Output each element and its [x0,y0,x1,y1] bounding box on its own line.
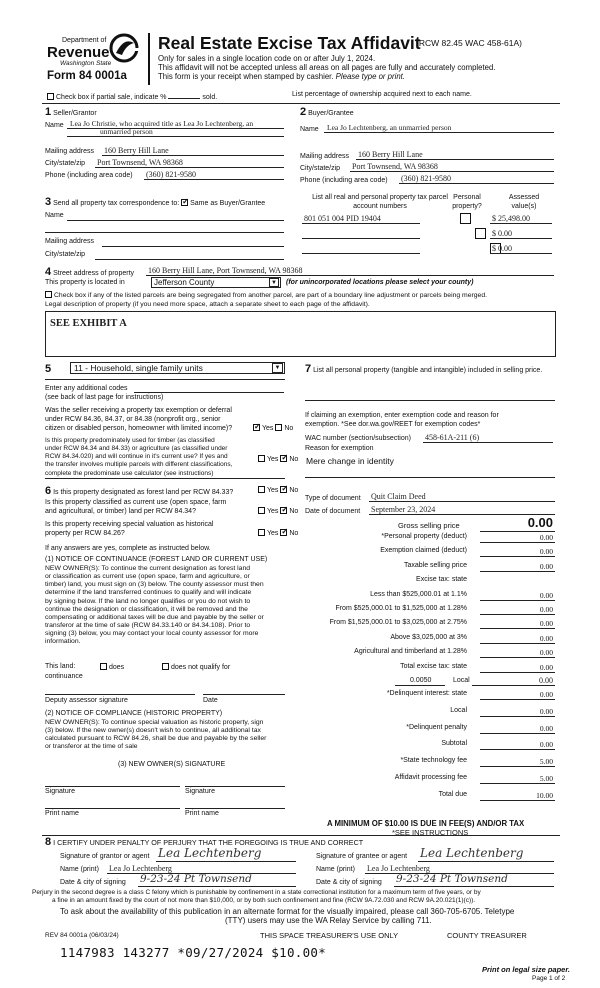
tax-calc-label: Agricultural and timberland at 1.28% [354,648,467,656]
street-address[interactable]: 160 Berry Hill Lane, Port Townsend, WA 98368 [148,266,303,275]
forest-no-checkbox[interactable] [280,486,287,493]
print-name-label-2: Print name [185,810,219,817]
timber-answer: Yes ✓ No [258,455,298,464]
buyer-mailing[interactable]: 160 Berry Hill Lane [358,150,423,159]
does-qualify-checkbox[interactable] [100,663,107,670]
partial-sale-checkbox[interactable] [47,93,54,100]
doc-type[interactable]: Quit Claim Deed [371,492,426,501]
buyer-name[interactable]: Lea Jo Lechtenberg, an unmarried person [327,123,452,132]
grantor-date-label: Date & city of signing [60,879,126,886]
fee-calc-label: *Delinquent penalty [406,723,467,731]
current-use-answer: Yes ✓ No [258,507,298,516]
tax-calc-value[interactable]: 0.00 [480,562,555,572]
does-option: does [100,663,124,672]
legal-description-label: Legal description of property (if you need more space, attach a separate sheet to each page of the affidavit). [45,301,370,308]
tax-calc-label: Excise tax: state [416,576,467,584]
fee-calc-row [305,740,555,750]
current-use-question: Is this property classified as current use (open space, farm and agricultural, or timber) land per RCW 84.34? [45,499,227,516]
wac-number[interactable]: 458-61A-211 (6) [425,433,480,442]
tax-calc-row [305,663,555,673]
tax-calc-row [305,591,555,601]
see-instructions: *SEE INSTRUCTIONS [392,828,469,837]
tax-calc-label: Taxable selling price [403,561,467,569]
additional-codes-note: (see back of last page for instructions) [45,394,164,401]
minimum-due-note: A MINIMUM OF $10.00 IS DUE IN FEE(S) AND/OR TAX [327,819,525,828]
tax-calc-row [305,619,555,629]
alt-format-line2: (TTY) users may use the WA Relay Service by calling 711. [225,916,432,925]
revision: REV 84 0001a (06/03/24) [45,932,119,939]
notice-compliance-text: NEW OWNER(S): To continue special valuation as historic property, sign (3) below. If the new owner(s) doesn't wish to continue, all additional tax calculated pursuant to RCW 84.26, shall be due and payable by the seller or transferor at the time of sale [45,719,267,751]
dept-line3: Washington State [60,60,112,67]
parcel-number-1[interactable]: 801 051 004 PID 19404 [304,214,381,223]
grantor-signature-label: Signature of grantor or agent [60,853,150,860]
tax-calc-row [305,605,555,615]
assessed-value-3[interactable]: $ 0.00 [492,244,512,253]
tax-calc-value[interactable]: 0.00 [480,605,555,615]
buyer-city[interactable]: Port Townsend, WA 98368 [352,162,438,171]
sec3-mailing-label: Mailing address [45,238,95,245]
parcel-header: List all real and personal property tax parcel account numbers [312,194,448,211]
historic-answer: Yes ✓ No [258,529,298,538]
grantor-name[interactable]: Lea Jo Lechtenberg [109,864,172,873]
assessed-value-1[interactable]: $ 25,498.00 [492,214,530,223]
tax-calc-label: Less than $525,000.01 at 1.1% [370,590,467,598]
legal-description-box[interactable] [45,311,556,357]
grantor-signature[interactable]: Lea Lechtenberg [158,846,262,860]
tax-calc-value[interactable]: 0.00 [480,591,555,601]
notice-continuance-heading: (1) NOTICE OF CONTINUANCE (FOREST LAND OR CURRENT USE) [45,556,268,563]
doc-date[interactable]: September 23, 2024 [371,505,436,514]
fee-calc-label: Local [450,706,467,714]
list-percentage-note: List percentage of ownership acquired next to each name. [292,91,472,98]
seller-city-label: City/state/zip [45,160,86,167]
reason-label: Reason for exemption [305,445,374,452]
county-select[interactable]: Jefferson County [151,277,281,288]
alt-format-line1: To ask about the availability of this publication in an alternate format for the visually impaired, please call 360-705-6705. Teletype [60,907,515,916]
same-as-buyer-checkbox[interactable] [181,199,188,206]
seller-mailing[interactable]: 160 Berry Hill Lane [104,146,169,155]
tax-calc-label: *Personal property (deduct) [381,533,467,540]
grantor-name-label: Name (print) [60,866,99,873]
buyer-name-label: Name [300,126,319,133]
local-label: Local [453,677,470,684]
segregated-row: Check box if any of the listed parcels are being segregated from another parcel, are part of a boundary line adjustment or parcels being merged. [45,291,487,300]
does-not-option: does not qualify for [162,663,230,672]
form-rcw: (RCW 82.45 WAC 458-61A) [416,38,522,48]
fee-calc-value[interactable]: 5.00 [480,774,555,784]
fee-calc-row [305,791,555,801]
sec3-city-label: City/state/zip [45,251,86,258]
gross-selling-value[interactable]: 0.00 [527,515,553,530]
partial-sale-row: Check box if partial sale, indicate % sold. [47,93,217,102]
tax-calc-label: Total excise tax: state [400,662,467,670]
header-line1: Only for sales in a single location code on or after July 1, 2024. [158,54,376,63]
additional-codes-label: Enter any additional codes [45,385,128,392]
historic-yes-checkbox[interactable] [258,529,265,536]
print-name-label-1: Print name [45,810,79,817]
grantee-date-label: Date & city of signing [316,879,382,886]
timber-yes-checkbox[interactable] [258,455,265,462]
legal-size-note: Print on legal size paper. [482,965,570,974]
seller-phone[interactable]: (360) 821-9580 [146,170,196,179]
fee-calc-value[interactable]: 0.00 [480,690,555,700]
buyer-phone[interactable]: (360) 821-9580 [401,174,451,183]
personal-property-list-label: 7 List all personal property (tangible and intangible) included in selling price. [305,363,543,375]
forest-land-question: 6 Is this property designated as forest land per RCW 84.33? [45,485,234,497]
tax-calc-row [305,562,555,572]
this-land-label: This land: [45,663,76,670]
fee-calc-label: Affidavit processing fee [394,774,467,781]
tax-calc-label: Above $3,025,000 at 3% [390,633,467,641]
grantee-date-city[interactable]: 9-23-24 Pt Townsend [396,873,508,885]
fee-calc-value[interactable]: 0.00 [480,740,555,750]
fee-calc-row [305,724,555,734]
street-address-label: 4 Street address of property [45,266,135,278]
seller-heading: 1 Seller/Grantor [45,106,97,118]
perjury-line2: a fine in an amount fixed by the court of not more than $10,000, or by both such confinement and fine (RCW 9A.72.030 and RCW 9A.20.021(1)(c)). [52,897,476,904]
personal-property-checkbox-1[interactable] [460,213,471,224]
exemption-question: Was the seller receiving a property tax exemption or deferral under RCW 84.36, 84.37, or 84.38 (nonprofit org., senior citizen or disabled person, homeowner with limited income)? [45,407,233,433]
header-divider [148,33,150,85]
seller-name-label: Name [45,122,64,129]
tax-calc-label: Exemption claimed (deduct) [380,547,467,555]
fee-calc-row [305,690,555,700]
section-5-number: 5 [45,363,52,375]
buyer-phone-label: Phone (including area code) [300,177,388,184]
tax-calc-row [305,648,555,658]
signature-label-1: Signature [45,788,75,795]
legal-description-text: SEE EXHIBIT A [50,318,127,329]
page-number: Page 1 of 2 [532,975,566,982]
tax-calc-value[interactable]: 0.00 [480,547,555,557]
fee-calc-value[interactable]: 0.00 [480,724,555,734]
buyer-city-label: City/state/zip [300,165,341,172]
personal-property-checkbox-2[interactable] [475,228,486,239]
assessed-value-2[interactable]: $ 0.00 [492,229,512,238]
timber-question: Is this property predominately used for timber (as classified under RCW 84.34 and 84.33) or agriculture (as classified under RCW 84.34.020) and will continue in it's current use? If yes and the transfer involves multiple parcels with different classifications, complete the predominate use calculator (see instructions) [45,437,233,477]
seller-phone-label: Phone (including area code) [45,172,133,179]
header-line2: This affidavit will not be accepted unless all areas on all pages are fully and accurately completed. [158,63,496,72]
assessed-value-header: Assessed value(s) [508,194,540,211]
sec3-name-label: Name [45,212,64,219]
notice-continuance-text: NEW OWNER(S): To continue the current designation as forest land or classification as current use (open space, farm and agriculture, or timber) land, you must sign on (3) below. The county assessor must then determine if the land transferred continues to qualify and will indicate by signing below. If the land no longer qualifies or you do not wish to continue the designation or classification, it will be removed and the compensating or additional taxes will be due and payable by the seller or transferor at the time of sale (RCW 84.33.140 or 84.34.108). Prior to signing (3) below, you may contact your local county assessor for more information. [45,565,264,646]
grantor-date-city[interactable]: 9-23-24 Pt Townsend [140,873,252,885]
continuance-label: continuance [45,673,83,680]
treasurer-use-only: THIS SPACE TREASURER'S USE ONLY [260,931,399,940]
grantee-name[interactable]: Lea Jo Lechtenberg [367,864,430,873]
doc-type-label: Type of document [305,495,361,502]
treasurer-receipt: 1147983 143277 *09/27/2024 $10.00* [60,945,327,960]
dor-logo-icon [108,33,140,63]
form-title: Real Estate Excise Tax Affidavit [158,33,421,53]
new-owner-signature-heading: (3) NEW OWNER(S) SIGNATURE [118,761,226,768]
seller-name-line1[interactable]: Lea Jo Christie, who acquired title as Lea Jo Lechtenberg, an [70,119,254,128]
property-use-chevron-icon[interactable]: ▼ [272,363,283,373]
local-value[interactable]: 0.00 [539,676,553,685]
header-line3: This form is your receipt when stamped by cashier. Please type or print. [158,72,406,81]
historic-question: Is this property receiving special valuation as historical property per RCW 84.26? [45,521,214,538]
timber-no-checkbox[interactable] [280,455,287,462]
doc-date-label: Date of document [305,508,361,515]
tax-calc-value[interactable]: 0.00 [480,663,555,673]
perjury-line1: Perjury in the second degree is a class C felony which is punishable by confinement in a state correctional institution for a maximum term of five years, or by [32,889,481,896]
current-use-yes-checkbox[interactable] [258,507,265,514]
signature-label-2: Signature [185,788,215,795]
fee-calc-row [305,774,555,784]
tax-calc-value[interactable]: 0.00 [480,648,555,658]
buyer-mailing-label: Mailing address [300,153,350,160]
reason-text[interactable]: Mere change in identity [306,456,394,466]
dept-line2: Revenue [47,44,110,61]
fee-calc-row [305,757,555,767]
tax-calc-row [305,533,555,543]
current-use-no-checkbox[interactable] [280,507,287,514]
tax-calc-label: From $525,000.01 to $1,525,000 at 1.28% [335,605,467,612]
personal-property-header: Personal property? [452,194,482,211]
notice-compliance-heading: (2) NOTICE OF COMPLIANCE (HISTORIC PROPERTY) [45,710,223,717]
county-treasurer: COUNTY TREASURER [447,931,527,940]
forest-yes-checkbox[interactable] [258,486,265,493]
fee-calc-label: Total due [438,790,467,798]
tax-calc-row [305,576,555,586]
historic-no-checkbox[interactable] [280,529,287,536]
tax-calc-value[interactable]: 0.00 [480,533,555,543]
local-rate[interactable]: 0.0050 [410,677,432,684]
tax-calc-value[interactable]: 0.00 [480,634,555,644]
exemption-answer: ✓ Yes No [253,424,293,433]
exemption-no-checkbox[interactable] [275,424,282,431]
exemption-instructions: If claiming an exemption, enter exemption code and reason for exemption. *See dor.wa.gov/REET for exemption codes* [305,412,499,429]
gross-selling-label: Gross selling price [398,521,460,530]
does-not-qualify-checkbox[interactable] [162,663,169,670]
tax-correspondence-row: 3 Send all property tax correspondence to: ✓ Same as Buyer/Grantee [45,196,265,209]
chevron-down-icon[interactable]: ▼ [269,278,279,287]
seller-mailing-label: Mailing address [45,148,95,155]
segregated-checkbox[interactable] [45,291,52,298]
tax-calc-row [305,634,555,644]
wac-label: WAC number (section/subsection) [305,435,411,442]
fee-calc-value[interactable]: 5.00 [480,757,555,767]
tax-calc-row [305,547,555,557]
fee-calc-label: Subtotal [441,740,467,748]
fee-calc-value[interactable]: 10.00 [480,791,555,801]
forest-land-answer: Yes ✓ No [258,486,298,495]
exemption-yes-checkbox[interactable] [253,424,260,431]
tax-calc-label: From $1,525,000.01 to $3,025,000 at 2.75% [329,619,467,627]
property-use-select[interactable]: 11 - Household, single family units [70,362,285,374]
fee-calc-value[interactable]: 0.00 [480,707,555,717]
answer-instruction: If any answers are yes, complete as instructed below. [45,545,211,552]
fee-calc-label: *Delinquent interest: state [386,690,467,697]
form-number: Form 84 0001a [47,70,127,82]
deputy-date-label: Date [203,697,218,704]
deputy-signature-label: Deputy assessor signature [45,697,128,704]
grantee-signature-label: Signature of grantee or agent [316,853,408,860]
fee-calc-label: *State technology fee [400,757,467,765]
located-label: This property is located in [45,279,125,286]
buyer-heading: 2 Buyer/Grantee [300,106,354,118]
seller-city[interactable]: Port Townsend, WA 98368 [97,158,183,167]
grantee-signature[interactable]: Lea Lechtenberg [420,846,524,860]
grantee-name-label: Name (print) [316,866,355,873]
dept-line1: Department of [62,37,107,44]
seller-name-line2[interactable]: unmarried person [100,127,153,136]
certify-statement: 8 I CERTIFY UNDER PENALTY OF PERJURY THAT THE FOREGOING IS TRUE AND CORRECT [45,836,364,848]
tax-calc-value[interactable]: 0.00 [480,619,555,629]
unincorporated-note: (for unincorporated locations please select your county) [286,279,474,286]
fee-calc-row [305,707,555,717]
